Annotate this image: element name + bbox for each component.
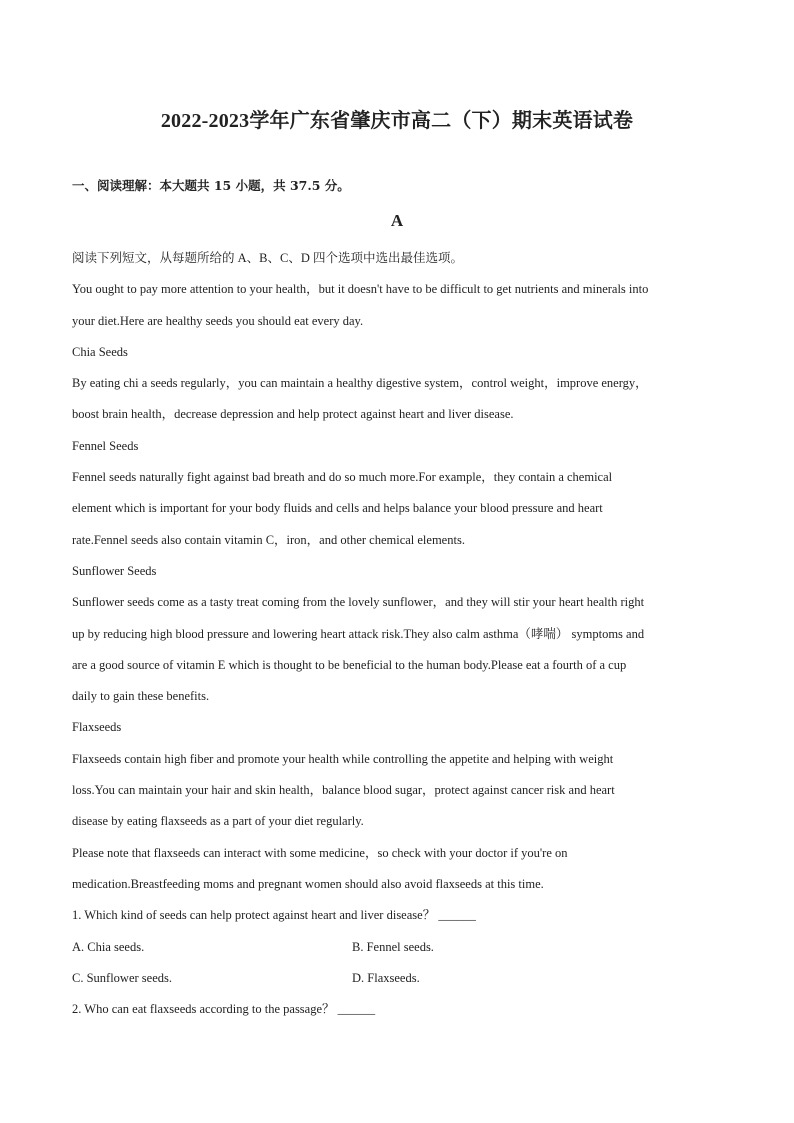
subheading-fennel: Fennel Seeds bbox=[72, 438, 139, 453]
passage-line: disease by eating flaxseeds as a part of your diet regularly. bbox=[72, 814, 364, 829]
passage-line: element which is important for your body fluids and cells and helps balance your blood pressure and heart bbox=[72, 501, 603, 516]
passage-line: daily to gain these benefits. bbox=[72, 689, 210, 704]
passage-line: your diet.Here are healthy seeds you should eat every day. bbox=[72, 313, 364, 328]
option-a: A. Chia seeds. bbox=[72, 939, 145, 954]
question-2-stem: 2. Who can eat flaxseeds according to the passage？ ______ bbox=[72, 1002, 376, 1017]
passage-line: Sunflower seeds come as a tasty treat coming from the lovely sunflower，and they will stir your heart health right bbox=[72, 595, 645, 610]
passage-line: Please note that flaxseeds can interact with some medicine，so check with your doctor if you're on bbox=[72, 845, 568, 860]
passage-line: By eating chi a seeds regularly，you can maintain a healthy digestive system，control weight，improve energy， bbox=[72, 376, 648, 391]
subheading-flax: Flaxseeds bbox=[72, 720, 122, 735]
passage-line: Flaxseeds contain high fiber and promote your health while controlling the appetite and helping with weight bbox=[72, 751, 614, 766]
passage-line: up by reducing high blood pressure and lowering heart attack risk.They also calm asthma（哮喘） symptoms and bbox=[72, 626, 645, 641]
option-b: B. Fennel seeds. bbox=[352, 939, 434, 954]
passage-line: Fennel seeds naturally fight against bad breath and do so much more.For example，they contain a chemical bbox=[72, 470, 613, 485]
passage-line: boost brain health，decrease depression and help protect against heart and liver disease. bbox=[72, 407, 514, 422]
passage-line: You ought to pay more attention to your health，but it doesn't have to be difficult to get nutrients and minerals into bbox=[72, 282, 649, 297]
question-1-options-row-2 bbox=[72, 968, 728, 999]
option-d: D. Flaxseeds. bbox=[352, 970, 420, 985]
subheading-sunflower: Sunflower Seeds bbox=[72, 563, 157, 578]
instruction-line: 阅读下列短文，从每题所给的 A、B、C、D 四个选项中选出最佳选项。 bbox=[72, 251, 463, 265]
passage-label: A bbox=[390, 211, 404, 230]
passage-line: rate.Fennel seeds also contain vitamin C，iron，and other chemical elements. bbox=[72, 532, 465, 547]
option-c: C. Sunflower seeds. bbox=[72, 970, 172, 985]
passage-line: are a good source of vitamin E which is thought to be beneficial to the human body.Please eat a fourth of a cup bbox=[72, 657, 627, 672]
exam-title: 2022-2023学年广东省肇庆市高二（下）期末英语试卷 bbox=[160, 110, 634, 132]
subheading-chia: Chia Seeds bbox=[72, 344, 128, 359]
question-1-options-row-1 bbox=[72, 937, 728, 968]
passage-line: loss.You can maintain your hair and skin health，balance blood sugar，protect against cancer risk and heart bbox=[72, 783, 615, 798]
section-heading: 一、阅读理解：本大题共 15 小题，共 37.5 分。 bbox=[72, 178, 350, 193]
passage-line: medication.Breastfeeding moms and pregnant women should also avoid flaxseeds at this time. bbox=[72, 876, 544, 891]
question-1-stem: 1. Which kind of seeds can help protect against heart and liver disease？ ______ bbox=[72, 908, 476, 923]
passage-body bbox=[72, 248, 728, 1030]
